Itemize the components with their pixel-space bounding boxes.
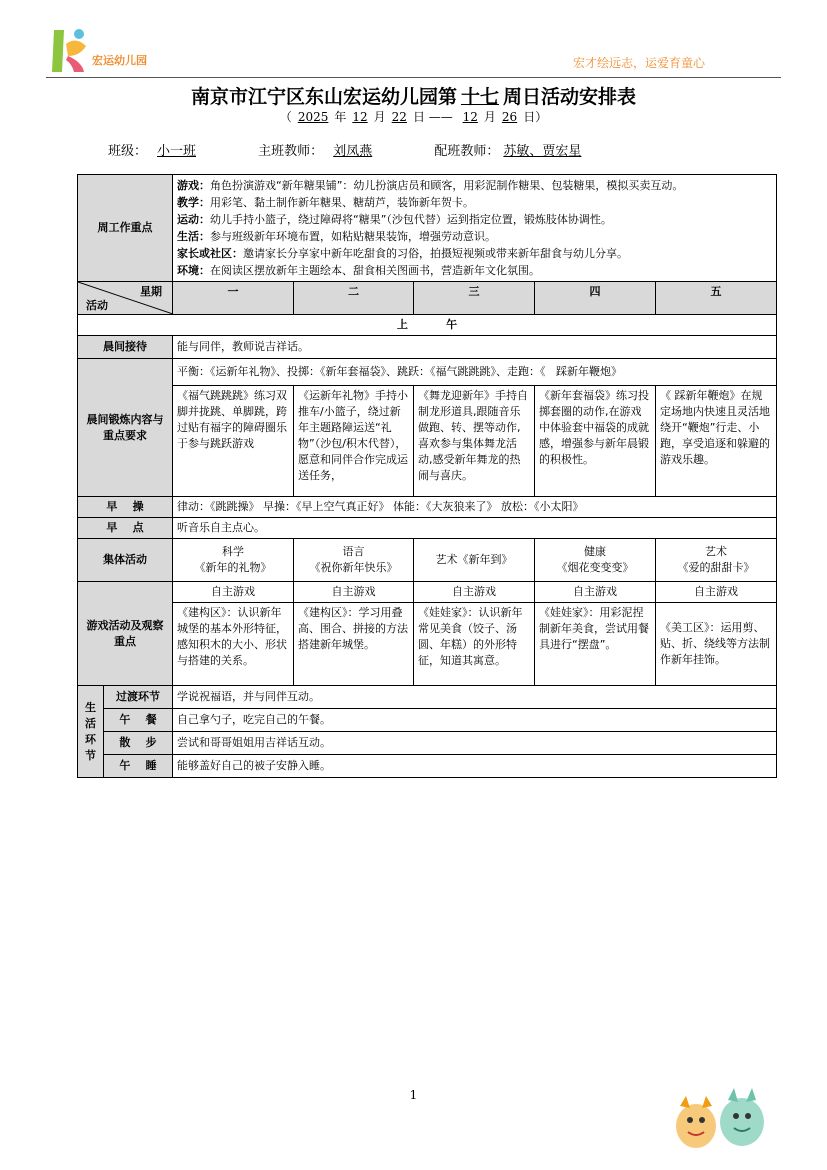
play-head-thu: 自主游戏	[535, 582, 656, 603]
reception-text: 能与同伴，教师说吉祥话。	[173, 336, 777, 359]
life-text: 能够盖好自己的被子安静入睡。	[173, 755, 777, 778]
day-wed: 三	[414, 282, 535, 315]
exercise-summary: 平衡：《运新年礼物》、投掷：《新年套福袋》、跳跃：《福气跳跳跳》、走跑：《 踩新年鞭炮》	[173, 359, 777, 386]
day-mon: 一	[173, 282, 294, 315]
focus-item	[177, 262, 772, 279]
date-close: 日）	[523, 110, 548, 124]
week-focus-label: 周工作重点	[78, 175, 173, 282]
play-head-fri: 自主游戏	[656, 582, 777, 603]
group-title: 《爱的甜甜卡》	[677, 561, 755, 574]
focus-text: 在阅读区摆放新年主题绘本、甜食相关图画书，营造新年文化氛围。	[210, 264, 540, 277]
exercise-label: 晨间锻炼内容与重点要求	[78, 359, 173, 497]
play-thu: 《娃娃家》：用彩泥捏制新年美食，尝试用餐具进行“摆盘”。	[535, 603, 656, 686]
reception-row	[78, 336, 777, 359]
day-fri: 五	[656, 282, 777, 315]
assist-teacher-label: 配班教师：	[434, 144, 500, 159]
life-text: 尝试和哥哥姐姐用吉祥话互动。	[173, 732, 777, 755]
group-activity-row	[78, 539, 777, 582]
snack-text: 听音乐自主点心。	[173, 518, 777, 539]
life-row	[78, 709, 777, 732]
life-label: 过渡环节	[104, 686, 173, 709]
life-row	[78, 755, 777, 778]
life-side-char: 节	[85, 748, 96, 762]
morning-exercise-text: 律动：《跳跳操》 早操：《早上空气真正好》 体能：《大灰狼来了》 放松：《小太阳》	[173, 497, 777, 518]
mascot-illustration	[668, 1080, 778, 1160]
play-head-wed: 自主游戏	[414, 582, 535, 603]
week-focus-content	[173, 175, 777, 282]
play-head-row	[78, 582, 777, 603]
focus-text: 幼儿手持小篮子，绕过障碍将“糖果”（沙包代替）运到指定位置，锻炼肢体协调性。	[210, 213, 612, 226]
page-title	[0, 82, 827, 109]
date-start-month: 12	[352, 110, 368, 124]
snack-label: 早 点	[78, 518, 173, 539]
focus-item	[177, 245, 772, 262]
exercise-mon: 《福气跳跳跳》练习双脚并拢跳、单脚跳，跨过贴有福字的障碍圈乐于参与跳跃游戏	[173, 386, 294, 497]
life-side-char: 活	[85, 716, 96, 730]
group-title: 《新年的礼物》	[194, 561, 272, 574]
header-slogan: 宏才绘远志，运爱育童心	[572, 56, 705, 70]
group-fri	[656, 539, 777, 582]
play-head-tue: 自主游戏	[294, 582, 414, 603]
group-title: 《烟花变变变》	[556, 561, 634, 574]
diagonal-header	[82, 284, 168, 312]
day-thu: 四	[535, 282, 656, 315]
page-number: 1	[409, 1088, 418, 1102]
title-week: 十七	[460, 86, 499, 108]
date-day-unit: 日 ——	[412, 110, 453, 124]
group-subject: 健康	[584, 545, 606, 558]
header-divider	[46, 77, 781, 78]
play-wed: 《娃娃家》：认识新年常见美食（饺子、汤圆、年糕）的外形特征，知道其寓意。	[414, 603, 535, 686]
focus-text: 用彩笔、黏土制作新年糖果、糖葫芦，装饰新年贺卡。	[210, 196, 474, 209]
class-label: 班级：	[108, 144, 148, 159]
group-wed	[414, 539, 535, 582]
play-content-row	[78, 603, 777, 686]
group-title: 艺术《新年到》	[435, 553, 513, 566]
reception-label: 晨间接待	[78, 336, 173, 359]
focus-text: 参与班级新年环境布置，如粘贴糖果装饰，增强劳动意识。	[210, 230, 496, 243]
life-text: 学说祝福语，并与同伴互动。	[173, 686, 777, 709]
kindergarten-logo	[46, 26, 176, 76]
life-label: 散 步	[104, 732, 173, 755]
activity-label: 活动	[86, 299, 108, 312]
teacher-info	[108, 140, 581, 159]
date-year: 2025	[297, 110, 329, 124]
exercise-tue: 《运新年礼物》手持小推车/小篮子，绕过新年主题路障运送“礼物”（沙包/积木代替），愿意和同伴合作完成运送任务，	[294, 386, 414, 497]
life-text: 自己拿勺子，吃完自己的午餐。	[173, 709, 777, 732]
group-subject: 语言	[342, 545, 365, 558]
head-teacher-label: 主班教师：	[258, 144, 324, 159]
play-head-mon: 自主游戏	[173, 582, 294, 603]
life-side-label	[78, 686, 104, 778]
date-end-month: 12	[462, 110, 478, 124]
life-label: 午 睡	[104, 755, 173, 778]
diagonal-header-cell	[78, 282, 173, 315]
date-range	[0, 108, 827, 125]
exercise-days-row	[78, 386, 777, 497]
life-row	[78, 686, 777, 709]
date-year-unit: 年	[334, 110, 347, 124]
exercise-thu: 《新年套福袋》练习投掷套圈的动作,在游戏中体验套中福袋的成就感，增强参与新年晨锻的积极性。	[535, 386, 656, 497]
focus-key: 教学：	[177, 196, 210, 209]
morning-label: 上 午	[78, 315, 777, 336]
life-side-char: 生	[85, 700, 96, 714]
focus-item	[177, 177, 772, 194]
play-label: 游戏活动及观察重点	[78, 582, 173, 686]
focus-key: 环境：	[177, 264, 210, 277]
date-start-day: 22	[391, 110, 407, 124]
title-suffix: 周日活动安排表	[503, 86, 637, 108]
focus-key: 生活：	[177, 230, 210, 243]
focus-key: 运动：	[177, 213, 210, 226]
life-row	[78, 732, 777, 755]
exercise-summary-row	[78, 359, 777, 386]
morning-row	[78, 315, 777, 336]
play-mon: 《建构区》：认识新年城堡的基本外形特征，感知积木的大小、形状与搭建的关系。	[173, 603, 294, 686]
focus-key: 游戏：	[177, 179, 210, 192]
focus-text: 角色扮演游戏“新年糖果铺”：幼儿扮演店员和顾客，用彩泥制作糖果、包装糖果，模拟买卖互动。	[210, 179, 684, 192]
play-fri: 《美工区》：运用剪、贴、折、绕线等方法制作新年挂饰。	[656, 603, 777, 686]
head-teacher-value: 刘凤燕	[333, 144, 373, 159]
date-open: （	[279, 110, 292, 124]
focus-item	[177, 228, 772, 245]
morning-exercise-label: 早 操	[78, 497, 173, 518]
schedule-table	[77, 174, 777, 778]
focus-item	[177, 211, 772, 228]
focus-key: 家长或社区：	[177, 247, 243, 260]
play-tue: 《建构区》：学习用叠高、围合、拼接的方法搭建新年城堡。	[294, 603, 414, 686]
date-month-unit-2: 月	[483, 110, 496, 124]
group-thu	[535, 539, 656, 582]
assist-teacher-value: 苏敏、贾宏星	[503, 144, 582, 159]
focus-text: 邀请家长分享家中新年吃甜食的习俗，拍摄短视频或带来新年甜食与幼儿分享。	[243, 247, 628, 260]
class-value: 小一班	[157, 144, 197, 159]
exercise-wed: 《舞龙迎新年》手持自制龙形道具,跟随音乐做跑、转、摆等动作,喜欢参与集体舞龙活动,感受新年舞龙的热闹与喜庆。	[414, 386, 535, 497]
group-activity-label: 集体活动	[78, 539, 173, 582]
title-prefix: 南京市江宁区东山宏运幼儿园第	[190, 86, 457, 108]
day-header-row	[78, 282, 777, 315]
exercise-fri: 《 踩新年鞭炮》在规定场地内快速且灵活地绕开“鞭炮”行走、小跑，享受追逐和躲避的游戏乐趣。	[656, 386, 777, 497]
morning-exercise-row	[78, 497, 777, 518]
date-month-unit: 月	[373, 110, 386, 124]
life-label: 午 餐	[104, 709, 173, 732]
group-subject: 科学	[222, 545, 244, 558]
date-end-day: 26	[501, 110, 518, 124]
week-label: 星期	[140, 285, 162, 298]
group-title: 《祝你新年快乐》	[309, 561, 398, 574]
group-mon	[173, 539, 294, 582]
week-focus-row	[78, 175, 777, 282]
group-subject: 艺术	[705, 545, 727, 558]
group-tue	[294, 539, 414, 582]
focus-item	[177, 194, 772, 211]
day-tue: 二	[294, 282, 414, 315]
logo-text: 宏运幼儿园	[92, 54, 147, 67]
life-side-char: 环	[85, 732, 96, 746]
snack-row	[78, 518, 777, 539]
